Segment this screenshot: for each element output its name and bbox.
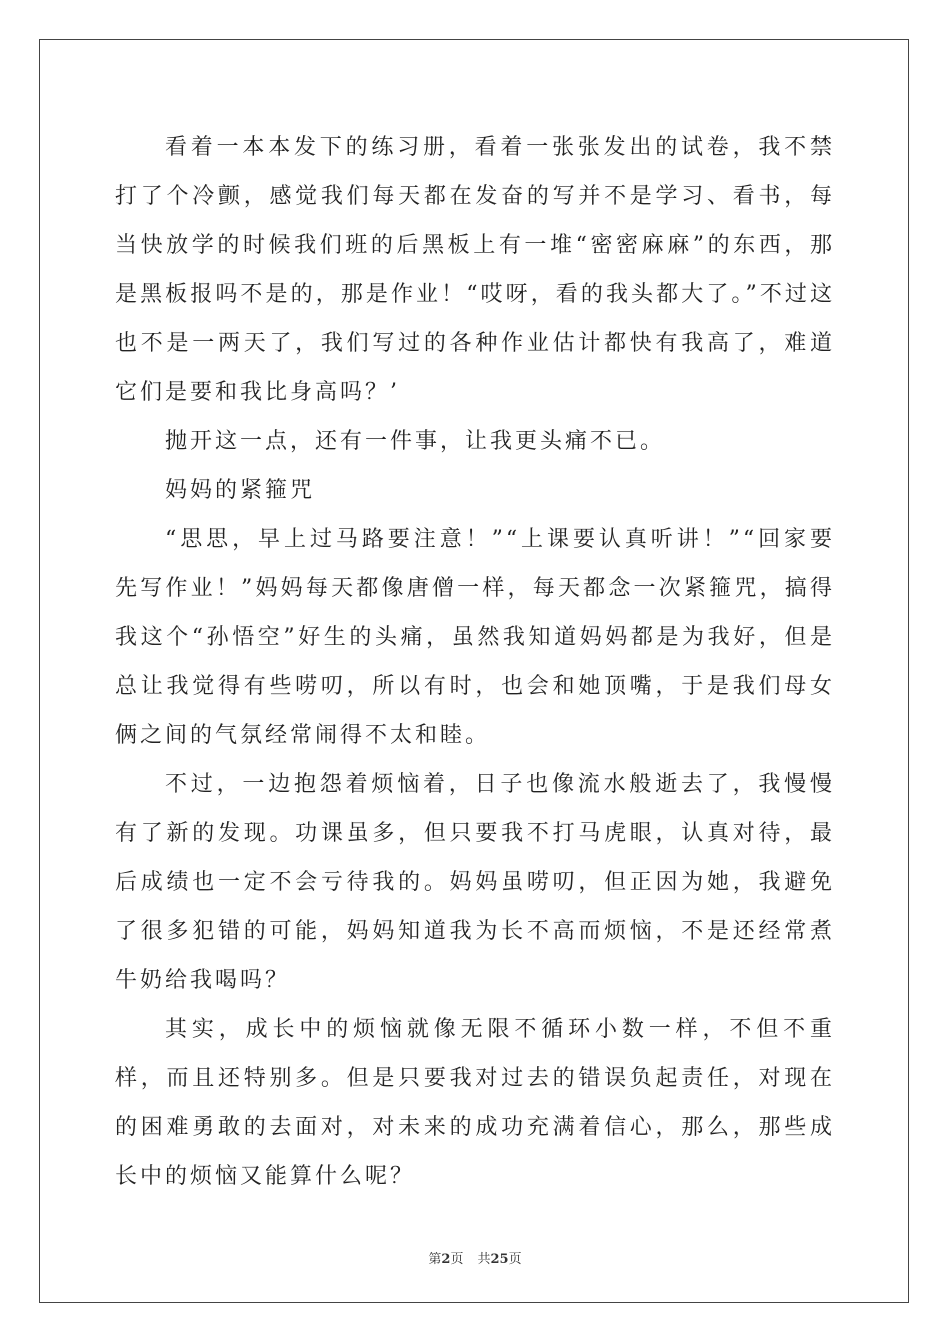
- total-page-number: 25: [490, 1252, 509, 1267]
- paragraph-homework: 看着一本本发下的练习册，看着一张张发出的试卷，我不禁打了个冷颤，感觉我们每天都在发奋的写并不是学习、看书，每当快放学的时候我们班的后黑板上有一堆“密密麻麻”的东西，那是黑板报吗不是的，那是作业！“哎呀，看的我头都大了。”不过这也不是一两天了，我们写过的各种作业估计都快有我高了，难道它们是要和我比身高吗？’: [115, 135, 835, 405]
- paragraph-mother: “思思，早上过马路要注意！”“上课要认真听讲！”“回家要先写作业！”妈妈每天都像唐僧一样，每天都念一次紧箍咒，搞得我这个“孙悟空”好生的头痛，虽然我知道妈妈都是为我好，但是总让我觉得有些唠叨，所以有时，也会和她顶嘴，于是我们母女俩之间的气氛经常闹得不太和睦。: [115, 527, 835, 748]
- current-page-number: 2: [441, 1252, 451, 1267]
- document-body: [115, 123, 835, 1201]
- footer-prefix: 第: [428, 1252, 442, 1267]
- section-heading: 妈妈的紧箍咒: [165, 478, 316, 503]
- paragraph-conclusion: 其实，成长中的烦恼就像无限不循环小数一样，不但不重样，而且还特别多。但是只要我对过去的错误负起责任，对现在的困难勇敢的去面对，对未来的成功充满着信心，那么，那些成长中的烦恼又能算什么呢？: [115, 1017, 835, 1189]
- paragraph-transition: 抛开这一点，还有一件事，让我更头痛不已。: [165, 429, 666, 454]
- page-footer: [0, 1248, 950, 1267]
- footer-page-suffix: 页: [450, 1252, 464, 1267]
- footer-total-prefix: 共: [477, 1252, 491, 1267]
- footer-total-suffix: 页: [508, 1252, 522, 1267]
- paragraph-discovery: 不过，一边抱怨着烦恼着，日子也像流水般逝去了，我慢慢有了新的发现。功课虽多，但只要我不打马虎眼，认真对待，最后成绩也一定不会亏待我的。妈妈虽唠叨，但正因为她，我避免了很多犯错的可能，妈妈知道我为长不高而烦恼，不是还经常煮牛奶给我喝吗？: [115, 772, 835, 993]
